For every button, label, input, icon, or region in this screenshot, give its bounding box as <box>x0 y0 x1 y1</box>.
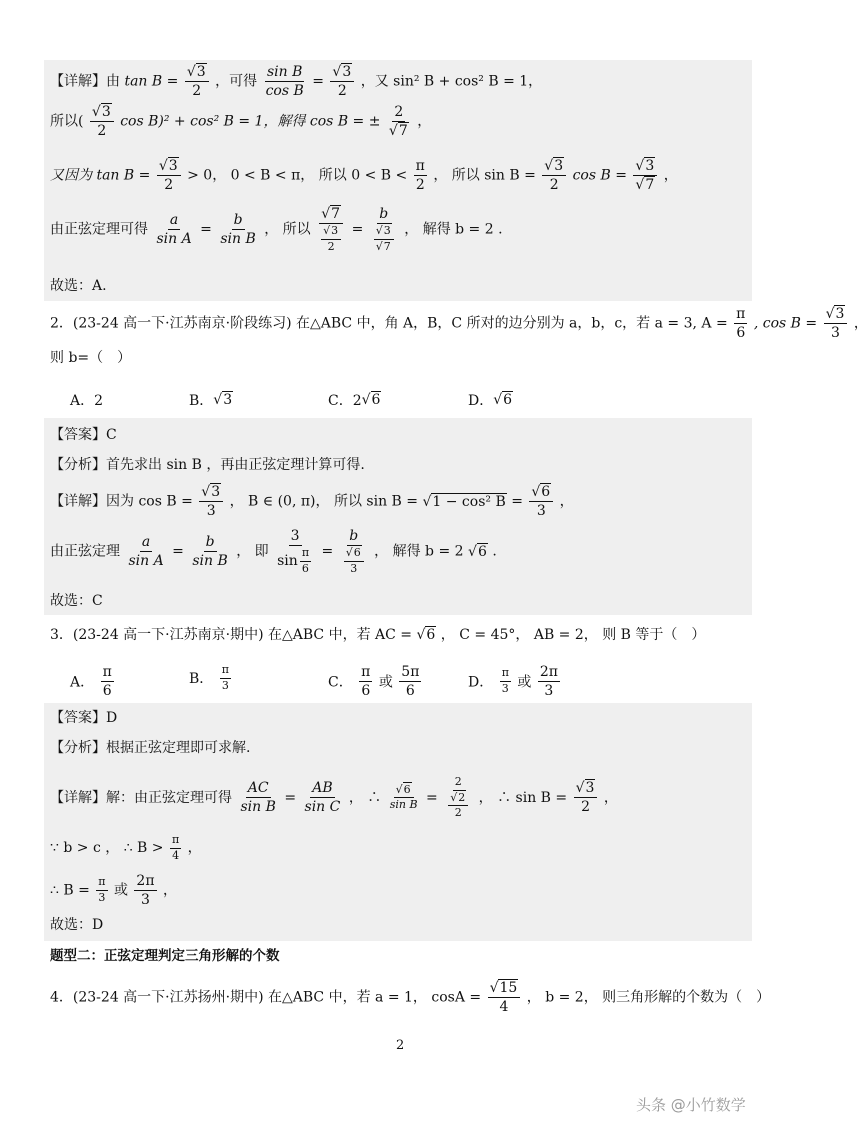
fraction: $\frac{\pi}{2}$ <box>415 158 425 194</box>
detail-2-line-1: 【详解】因为 cos B = $\frac{√3}{3}$ ， B ∈ (0, π)， 所以 sin B = √1 − cos² B = $\frac{√6}{3}$ ， <box>50 484 574 520</box>
fraction: $\frac{a}{\text{sin A}}$ <box>156 212 192 248</box>
q2-option-c[interactable]: C．2√6 <box>328 392 381 409</box>
text: ， 所以 <box>264 221 311 238</box>
text: > 0， 0 < B < π， 所以 0 < B < <box>187 167 408 184</box>
fraction: $\frac{√3}{3}$ <box>199 484 223 519</box>
selection-2: 故选：C <box>50 593 103 609</box>
fraction: $\frac{√3}{2}$ <box>330 64 354 99</box>
analysis-2: 【分析】首先求出 sin B ，再由正弦定理计算可得. <box>50 457 365 473</box>
answer-2: 【答案】C <box>50 427 117 443</box>
text: = <box>312 73 324 90</box>
q3-option-d[interactable]: D． $\frac{\pi}{3}$ 或 $\frac{2\pi}{3}$ <box>468 664 558 700</box>
detail-3-line-3: ∴ B = $\frac{\pi}{3}$ 或 $\frac{2\pi}{3}$ ， <box>50 873 177 909</box>
fraction: $\frac{\pi}{3}$ <box>98 875 106 905</box>
fraction: $\frac{b}{\text{sin B}}$ <box>192 534 228 570</box>
selection-3: 故选：D <box>50 917 104 933</box>
detail-line-1 <box>50 64 542 99</box>
fraction: $\frac{a}{\text{sin A}}$ <box>128 534 164 570</box>
detail-3-line-1: 【详解】解：由正弦定理可得 $\frac{AC}{\text{sin B}}$ = $\frac{AB}{\text{sin C}}$ ， ∴ $\frac{√6}{\text{sin B}}$ = $\frac{2}{\frac{√2}{2}}$ ， ∴ sin B = $\frac{√3}{2}$ ， <box>50 775 618 820</box>
answer-3: 【答案】D <box>50 710 118 726</box>
text: 2．(23-24 高一下·江苏南京·阶段练习) 在△ABC 中，角 A，B，C 所对的边分别为 a，b，c，若 a = 3, A = <box>50 315 728 332</box>
fraction: $\frac{√3}{2}$ <box>90 104 114 139</box>
fraction: $\frac{√3}{2}$ <box>157 158 181 193</box>
q3-option-c[interactable]: C． $\frac{\pi}{6}$ 或 $\frac{5\pi}{6}$ <box>328 664 420 700</box>
text: 又因为 tan B = <box>50 167 151 184</box>
analysis-3: 【分析】根据正弦定理即可求解. <box>50 740 251 756</box>
text: ， <box>417 113 432 130</box>
fraction: $\frac{b}{\text{sin B}}$ <box>220 212 256 248</box>
detail-2-line-2: 由正弦定理 $\frac{a}{\text{sin A}}$ = $\frac{b}{\text{sin B}}$ ， 即 3 sin $\frac{\pi}{6}$ = $\frac{b}{\frac{√6}{3}}$ ， 解得 b = 2 √6 . <box>50 528 497 575</box>
watermark: 头条 @小竹数学 <box>636 1096 746 1114</box>
fraction: $\frac{2\pi}{3}$ <box>136 873 155 909</box>
compound-fraction: 3 sin $\frac{\pi}{6}$ <box>277 528 310 575</box>
q3-option-b[interactable]: B． $\frac{\pi}{3}$ <box>189 663 229 692</box>
fraction: $\frac{√3}{3}$ <box>824 306 848 341</box>
page-number: 2 <box>396 1038 405 1053</box>
fraction: $\frac{AC}{\text{sin B}}$ <box>240 780 276 816</box>
question-4-stem: 4．(23-24 高一下·江苏扬州·期中) 在△ABC 中，若 a = 1， cosA = $\frac{√15}{4}$ ， b = 2， 则三角形解的个数为（ ） <box>50 980 771 1016</box>
fraction: $\frac{\pi}{3}$ <box>221 663 229 692</box>
q3-option-a[interactable]: A． $\frac{\pi}{6}$ <box>70 664 112 700</box>
text: ，又 sin² B + cos² B = 1， <box>360 73 543 90</box>
text: ， <box>853 315 868 332</box>
detail-line-4: 由正弦定理可得 $\frac{a}{\text{sin A}}$ = $\frac{b}{\text{sin B}}$ ， 所以 $\frac{√7}{\frac{√3}{2}}$ = $\frac{b}{\frac{√3}{√7}}$ ， 解得 b = 2 . <box>50 206 503 253</box>
fraction: $\frac{\text{sin B}}{\text{cos B}}$ <box>265 64 304 100</box>
compound-fraction: $\frac{√7}{\frac{√3}{2}}$ <box>317 206 345 253</box>
fraction: $\frac{\pi}{6}$ <box>361 664 371 700</box>
fraction: $\frac{√6}{3}$ <box>529 484 553 519</box>
section-heading: 题型二：正弦定理判定三角形解的个数 <box>50 948 280 964</box>
fraction: $\frac{√15}{4}$ <box>488 980 521 1015</box>
question-3-stem: 3．(23-24 高一下·江苏南京·期中) 在△ABC 中，若 AC = √6 ， C = 45°， AB = 2， 则 B 等于（ ） <box>50 627 706 643</box>
fraction: $\frac{5\pi}{6}$ <box>401 664 420 700</box>
text: 故选：A. <box>50 278 107 294</box>
text: ， 解得 b = 2 . <box>404 221 503 238</box>
text: 则 b=（ ） <box>50 350 132 366</box>
text: ， 所以 sin B = <box>433 167 536 184</box>
detail-3-line-2: ∵ b > c ， ∴ B > $\frac{\pi}{4}$ ， <box>50 833 202 862</box>
compound-fraction: $\frac{b}{\frac{√3}{√7}}$ <box>370 206 398 253</box>
compound-fraction: $\frac{b}{\frac{√6}{3}}$ <box>340 528 368 575</box>
text: ，可得 <box>215 73 258 90</box>
text: cos B = <box>572 167 627 184</box>
detail-line-3 <box>50 158 678 193</box>
q2-option-a[interactable]: A．2 <box>70 393 104 409</box>
question-2-stem <box>50 306 868 341</box>
fraction: $\frac{2}{√7}$ <box>388 104 408 140</box>
fraction: $\frac{√3}{2}$ <box>185 64 209 99</box>
fraction: $\frac{\pi}{6}$ <box>102 664 112 700</box>
q2-option-d[interactable]: D．√6 <box>468 392 513 409</box>
fraction: $\frac{√6}{\text{sin B}}$ <box>389 782 418 812</box>
fraction: $\frac{\pi}{6}$ <box>736 306 746 342</box>
fraction: $\frac{\pi}{3}$ <box>501 666 509 696</box>
fraction: $\frac{AB}{\text{sin C}}$ <box>304 780 341 816</box>
text: 【详解】由 <box>50 73 120 90</box>
selection-1 <box>50 279 107 293</box>
text: ， <box>663 167 678 184</box>
fraction: $\frac{√3}{2}$ <box>574 780 598 815</box>
fraction: $\frac{√3}{2}$ <box>542 158 566 193</box>
text: tan B = <box>124 73 179 90</box>
text: 所以( <box>50 113 84 130</box>
text: 由正弦定理可得 <box>50 221 148 238</box>
q2-option-b[interactable]: B．√3 <box>189 392 233 409</box>
fraction: $\frac{2\pi}{3}$ <box>539 664 558 700</box>
text: , cos B = <box>753 315 818 332</box>
question-2-stem-line2 <box>50 351 131 365</box>
fraction: $\frac{\pi}{4}$ <box>171 833 180 862</box>
detail-line-2 <box>50 104 431 139</box>
text: cos B)² + cos² B = 1，解得 cos B = ± <box>120 113 381 130</box>
fraction: $\frac{√3}{√7}$ <box>633 158 657 193</box>
compound-fraction: $\frac{2}{\frac{√2}{2}}$ <box>444 776 472 820</box>
